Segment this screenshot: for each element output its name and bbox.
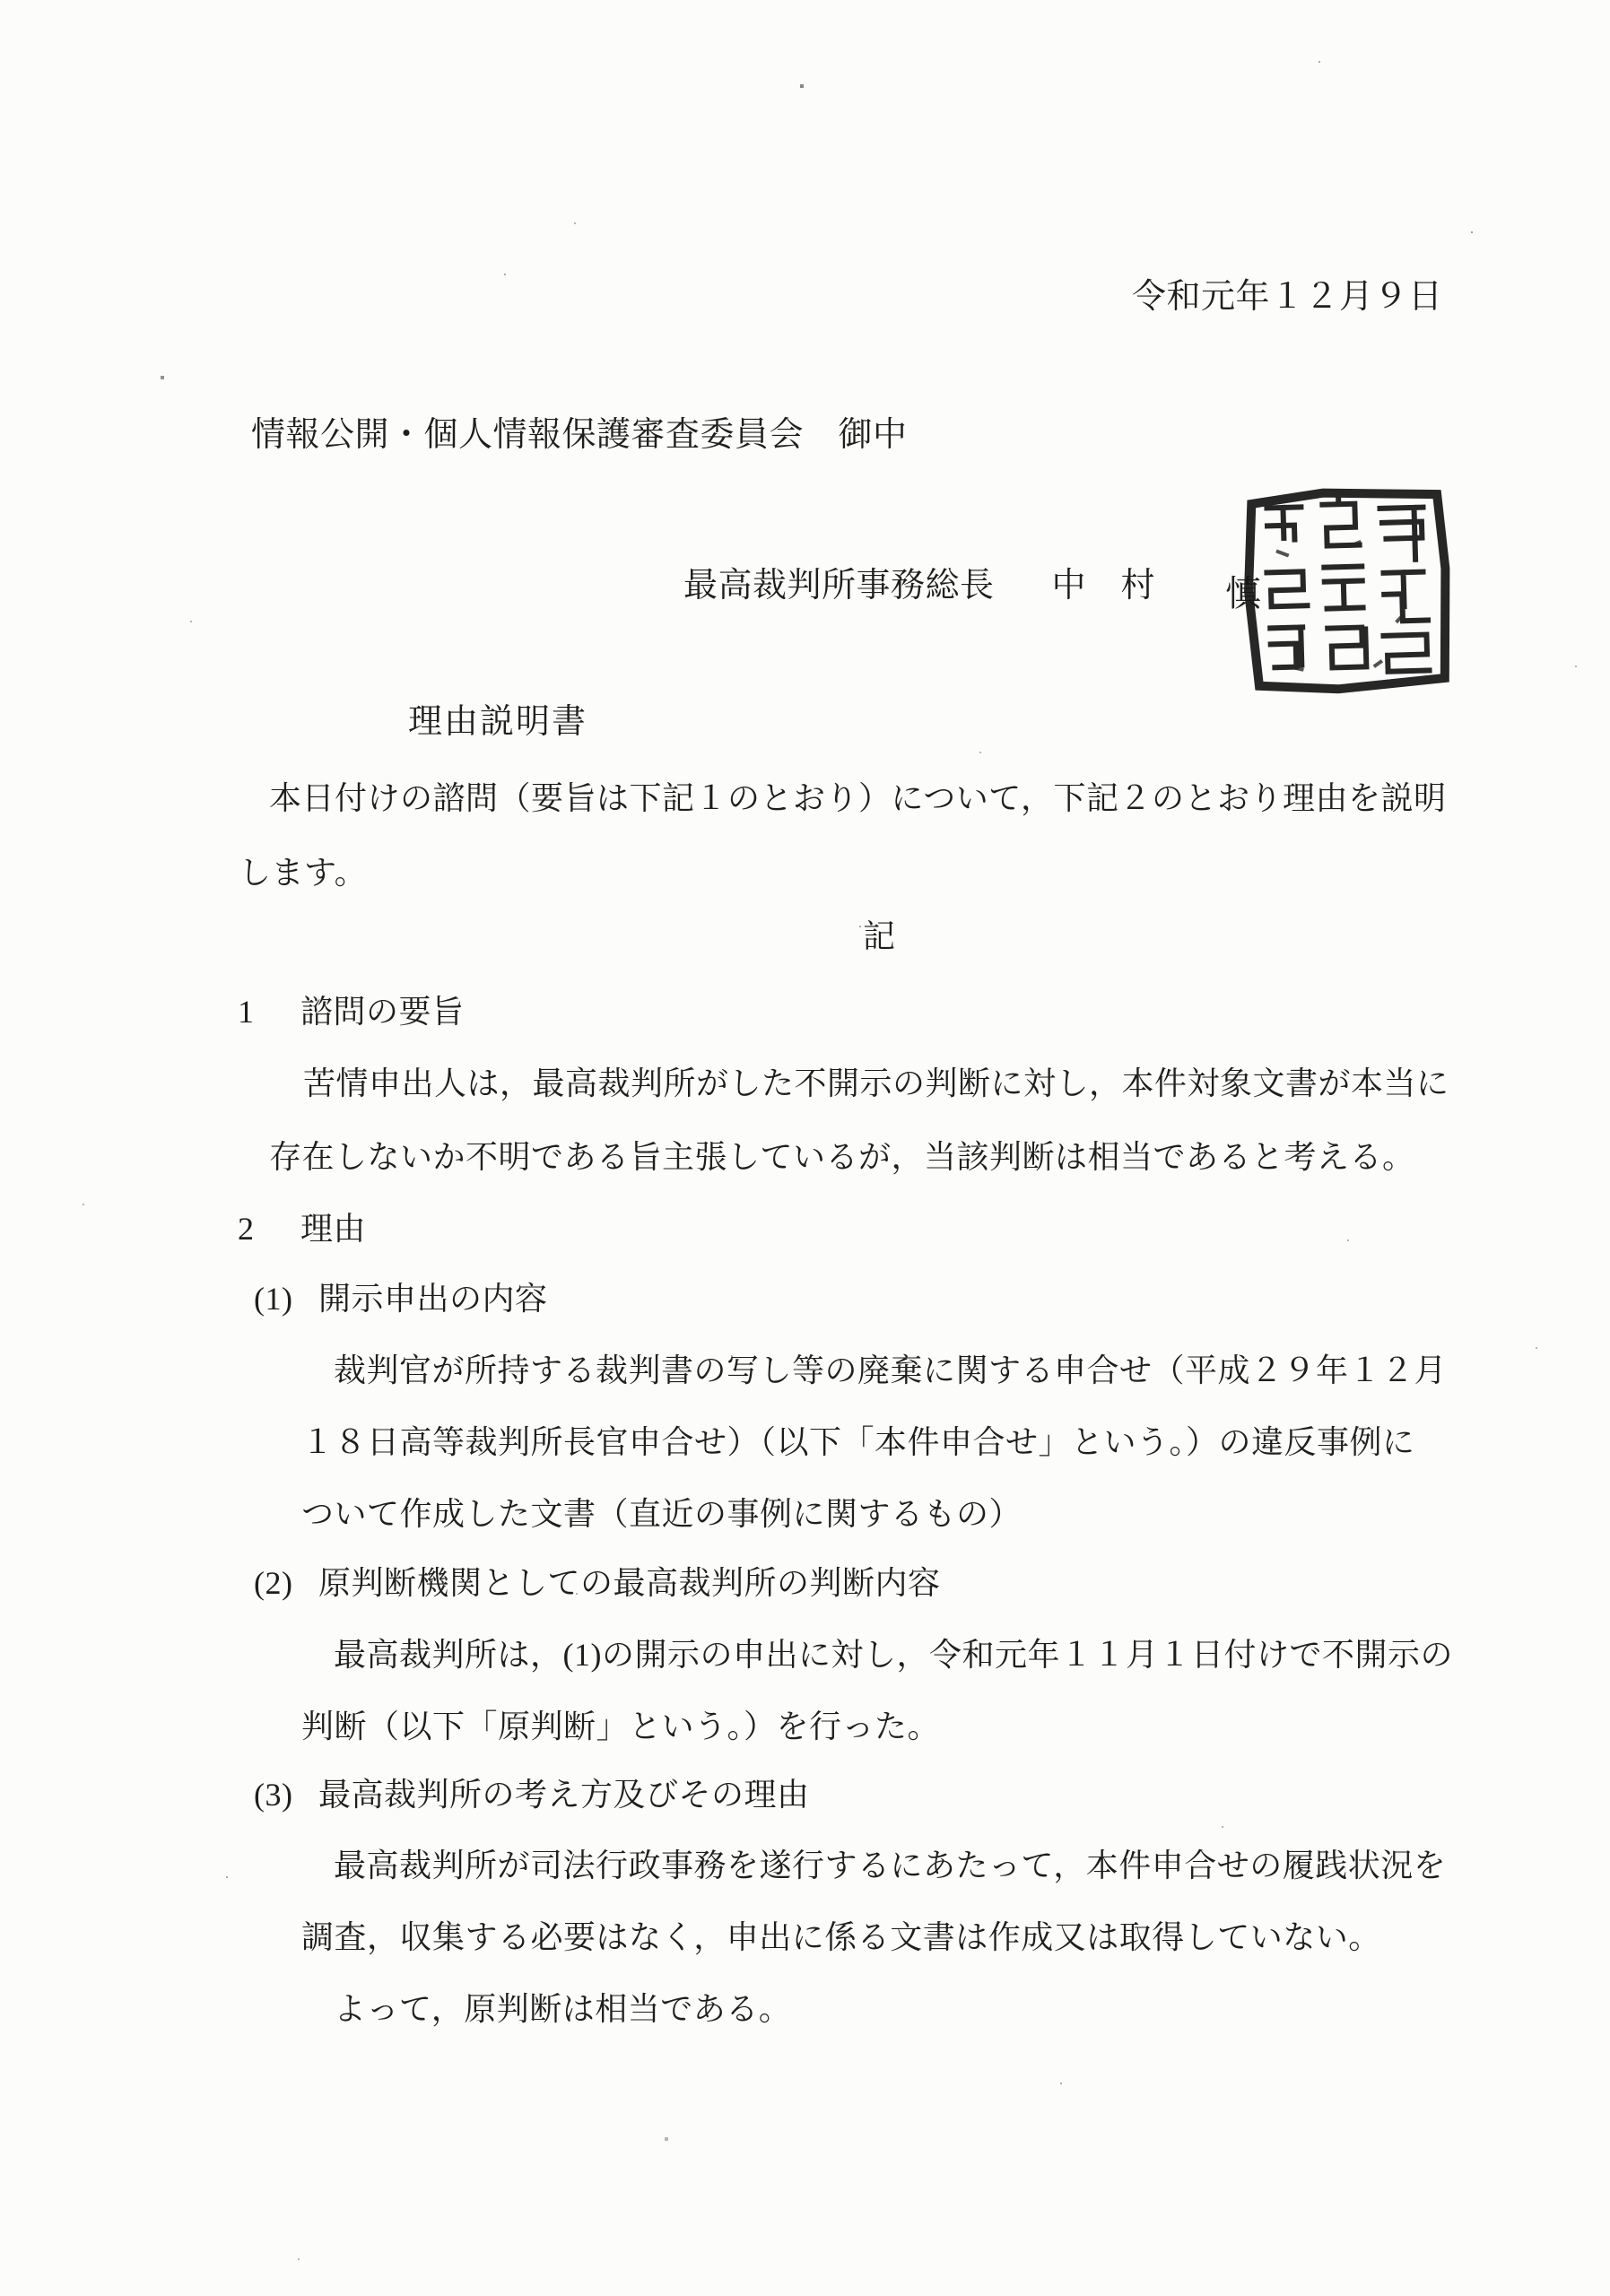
subsection-3-number: (3) xyxy=(254,1777,293,1813)
intro-line-1: 本日付けの諮問（要旨は下記１のとおり）について，下記２のとおり理由を説明 xyxy=(269,780,1447,816)
section-1-body-line-2: 存在しないか不明である旨主張しているが，当該判断は相当であると考える。 xyxy=(269,1139,1415,1175)
sender-title: 最高裁判所事務総長 xyxy=(683,567,995,604)
sender-name-part1: 中 村 xyxy=(1051,567,1156,604)
section-1-body-line-1: 苦情申出人は，最高裁判所がした不開示の判断に対し，本件対象文書が本当に xyxy=(303,1065,1449,1101)
subsection-1-body-line-1: 裁判官が所持する裁判書の写し等の廃棄に関する申合せ（平成２９年１２月 xyxy=(334,1352,1448,1388)
section-1-heading xyxy=(238,996,465,1028)
subsection-2-body-line-2: 判断（以下「原判断」という。）を行った。 xyxy=(301,1709,941,1744)
section-2-heading xyxy=(238,1213,366,1245)
subsection-2-heading xyxy=(254,1567,941,1599)
subsection-2-body-line-1: 最高裁判所は，(1)の開示の申出に対し，令和元年１１月１日付けで不開示の xyxy=(334,1637,1453,1673)
subsection-3-heading-text: 最高裁判所の考え方及びその理由 xyxy=(318,1777,810,1813)
subsection-2-heading-text: 原判断機関としての最高裁判所の判断内容 xyxy=(318,1565,941,1601)
section-2-heading-text: 理由 xyxy=(300,1211,367,1247)
official-square-seal-icon xyxy=(1236,480,1458,700)
subsection-3-heading xyxy=(254,1779,810,1811)
section-1-number: 1 xyxy=(238,994,255,1030)
addressee-line: 情報公開・個人情報保護審査委員会 御中 xyxy=(251,416,908,454)
sender-line xyxy=(683,569,1155,603)
sender-name-seal-overlap: 慎 xyxy=(1225,573,1261,613)
subsection-1-heading-text: 開示申出の内容 xyxy=(318,1281,548,1317)
subsection-1-heading xyxy=(254,1283,548,1315)
scan-noise xyxy=(0,0,2,2)
document-title: 理由説明書 xyxy=(408,703,588,741)
section-2-number: 2 xyxy=(238,1211,255,1247)
subsection-1-number: (1) xyxy=(254,1281,293,1317)
section-1-heading-text: 諮問の要旨 xyxy=(300,994,465,1030)
subsection-3-body-line-2: 調査，収集する必要はなく，申出に係る文書は作成又は取得していない。 xyxy=(301,1919,1381,1955)
subsection-2-number: (2) xyxy=(254,1565,293,1601)
intro-line-2: します。 xyxy=(239,855,368,891)
subsection-1-body-line-3: ついて作成した文書（直近の事例に関するもの） xyxy=(301,1496,1023,1532)
subsection-3-body-line-1: 最高裁判所が司法行政事務を遂行するにあたって，本件申合せの履践状況を xyxy=(334,1848,1447,1883)
document-date: 令和元年１２月９日 xyxy=(1132,278,1443,316)
subsection-1-body-line-2: １８日高等裁判所長官申合せ）（以下「本件申合せ」という。）の違反事例に xyxy=(301,1424,1415,1460)
record-marker: 記 xyxy=(863,918,896,954)
subsection-3-body-line-3: よって，原判断は相当である。 xyxy=(334,1991,792,2027)
